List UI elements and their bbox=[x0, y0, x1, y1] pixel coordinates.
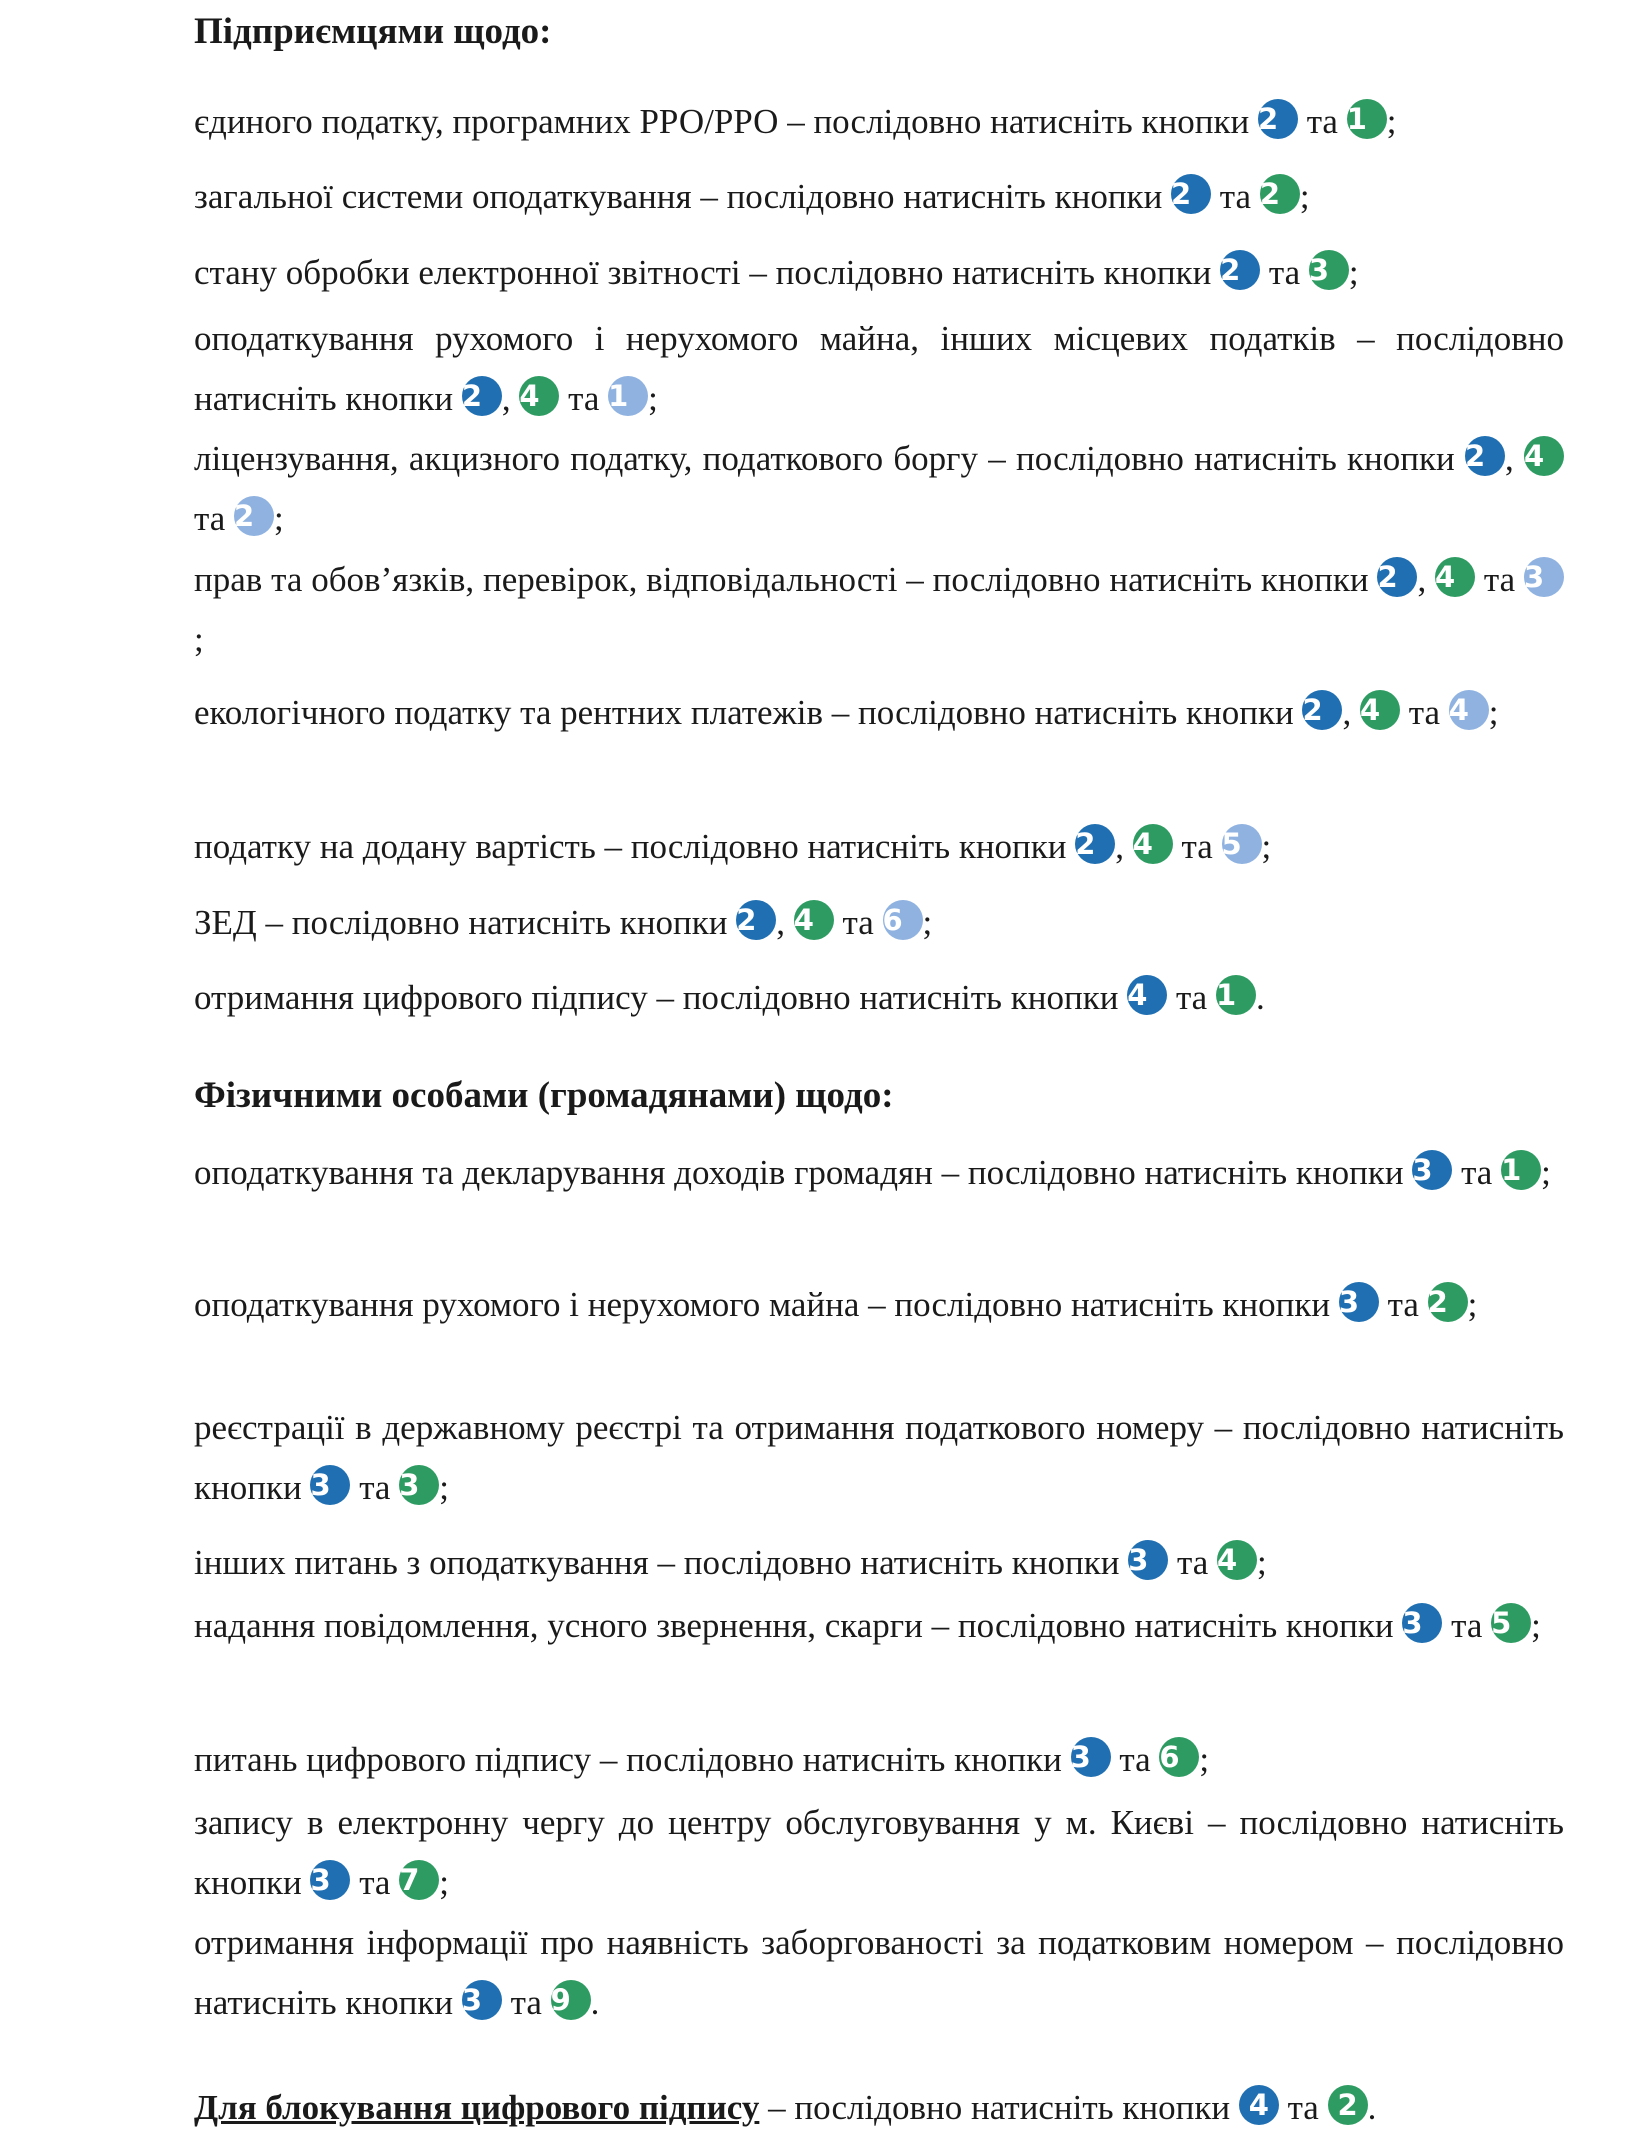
number-badge-icon: 3 bbox=[1309, 250, 1349, 290]
number-badge-icon: 5 bbox=[1491, 1603, 1531, 1643]
item-text: екологічного податку та рентних платежів – послідовно натисніть кнопки bbox=[194, 693, 1294, 732]
item-text: надання повідомлення, усного звернення, скарги – послідовно натисніть кнопки bbox=[194, 1606, 1394, 1645]
item-end-punctuation: ; bbox=[1199, 1740, 1210, 1779]
item-text: оподаткування рухомого і нерухомого майна, інших місцевих податків – послідовно натисніть кнопки bbox=[194, 319, 1564, 418]
item-end-punctuation: ; bbox=[1261, 827, 1272, 866]
number-badge-icon: 3 bbox=[1071, 1737, 1111, 1777]
number-badge-icon: 3 bbox=[1412, 1150, 1452, 1190]
number-badge-icon: 6 bbox=[1159, 1737, 1199, 1777]
number-badge-icon: 2 bbox=[736, 900, 776, 940]
number-badge-icon: 3 bbox=[310, 1860, 350, 1900]
number-badge-icon: 4 bbox=[1127, 975, 1167, 1015]
item-end-punctuation: ; bbox=[648, 379, 658, 418]
number-badge-icon: 7 bbox=[399, 1860, 439, 1900]
list-item: податку на додану вартість – послідовно натисніть кнопки 2 , 4 та 5 ; bbox=[194, 817, 1564, 877]
item-end-punctuation: . bbox=[1255, 978, 1265, 1017]
list-item: інших питань з оподаткування – послідовно натисніть кнопки 3 та 4 ; bbox=[194, 1533, 1564, 1593]
list-item: ЗЕД – послідовно натисніть кнопки 2 , 4 та 6 ; bbox=[194, 893, 1564, 953]
list-item: екологічного податку та рентних платежів – послідовно натисніть кнопки 2 , 4 та 4 ; bbox=[194, 683, 1564, 743]
blocking-title: Для блокування цифрового підпису bbox=[194, 2088, 760, 2127]
item-end-punctuation: ; bbox=[1299, 177, 1310, 216]
number-badge-icon: 4 bbox=[1524, 436, 1564, 476]
number-badge-icon: 2 bbox=[1260, 174, 1300, 214]
list-item: запису в електронну чергу до центру обслуговування у м. Києві – послідовно натисніть кнопки 3 та 7 ; bbox=[194, 1803, 1564, 1902]
number-badge-icon: 4 bbox=[1133, 824, 1173, 864]
number-badge-icon: 2 bbox=[1171, 174, 1211, 214]
number-badge-icon: 2 bbox=[1258, 99, 1298, 139]
list-item: стану обробки електронної звітності – послідовно натисніть кнопки 2 та 3 ; bbox=[194, 243, 1564, 303]
number-badge-icon: 3 bbox=[399, 1465, 439, 1505]
list-item: оподаткування рухомого і нерухомого майна, інших місцевих податків – послідовно натисніть кнопки 2 , 4 та 1 ; bbox=[194, 319, 1564, 418]
number-badge-icon: 4 bbox=[1239, 2085, 1279, 2125]
number-badge-icon: 6 bbox=[883, 900, 923, 940]
item-end-punctuation: ; bbox=[1256, 1543, 1267, 1582]
list-item: оподаткування та декларування доходів громадян – послідовно натисніть кнопки 3 та 1 ; bbox=[194, 1143, 1564, 1203]
number-badge-icon: 4 bbox=[1449, 690, 1489, 730]
number-badge-icon: 2 bbox=[234, 496, 274, 536]
item-end-punctuation: ; bbox=[274, 499, 284, 538]
item-end-punctuation: ; bbox=[1488, 693, 1499, 732]
item-text: інших питань з оподаткування – послідовно натисніть кнопки bbox=[194, 1543, 1120, 1582]
number-badge-icon: 2 bbox=[1220, 250, 1260, 290]
item-text: отримання інформації про наявність заборгованості за податковим номером – послідовно натисніть кнопки bbox=[194, 1923, 1564, 2022]
blocking-line bbox=[194, 2078, 1376, 2138]
number-badge-icon: 2 bbox=[462, 376, 502, 416]
number-badge-icon: 2 bbox=[1302, 690, 1342, 730]
item-text: прав та обов’язків, перевірок, відповідальності – послідовно натисніть кнопки bbox=[194, 560, 1369, 599]
item-end-punctuation: ; bbox=[1531, 1606, 1541, 1645]
number-badge-icon: 3 bbox=[1524, 557, 1564, 597]
list-item: питань цифрового підпису – послідовно натисніть кнопки 3 та 6 ; bbox=[194, 1730, 1564, 1790]
number-badge-icon: 3 bbox=[1339, 1282, 1379, 1322]
list-item: загальної системи оподаткування – послідовно натисніть кнопки 2 та 2 ; bbox=[194, 167, 1564, 227]
item-end-punctuation: ; bbox=[194, 620, 204, 659]
item-end-punctuation: ; bbox=[1386, 102, 1397, 141]
number-badge-icon: 2 bbox=[1328, 2085, 1368, 2125]
blocking-badges: 4 та 2 . bbox=[1230, 2088, 1376, 2127]
item-text: загальної системи оподаткування – послідовно натисніть кнопки bbox=[194, 177, 1163, 216]
heading-entrepreneurs: Підприємцями щодо: bbox=[194, 11, 552, 52]
list-item: оподаткування рухомого і нерухомого майна – послідовно натисніть кнопки 3 та 2 ; bbox=[194, 1275, 1564, 1335]
number-badge-icon: 2 bbox=[1465, 436, 1505, 476]
item-text: запису в електронну чергу до центру обслуговування у м. Києві – послідовно натисніть кнопки bbox=[194, 1803, 1564, 1902]
number-badge-icon: 4 bbox=[794, 900, 834, 940]
blocking-text: – послідовно натисніть кнопки bbox=[759, 2088, 1231, 2127]
item-end-punctuation: . bbox=[590, 1983, 600, 2022]
list-item: прав та обов’язків, перевірок, відповідальності – послідовно натисніть кнопки 2 , 4 та 3; bbox=[194, 550, 1564, 670]
number-badge-icon: 4 bbox=[1217, 1540, 1257, 1580]
item-end-punctuation: ; bbox=[1467, 1285, 1478, 1324]
item-text: питань цифрового підпису – послідовно натисніть кнопки bbox=[194, 1740, 1062, 1779]
item-end-punctuation: ; bbox=[1348, 253, 1359, 292]
number-badge-icon: 4 bbox=[519, 376, 559, 416]
number-badge-icon: 4 bbox=[1360, 690, 1400, 730]
item-text: отримання цифрового підпису – послідовно натисніть кнопки bbox=[194, 978, 1119, 1017]
item-text: оподаткування та декларування доходів громадян – послідовно натисніть кнопки bbox=[194, 1153, 1404, 1192]
number-badge-icon: 2 bbox=[1428, 1282, 1468, 1322]
item-text: стану обробки електронної звітності – послідовно натисніть кнопки bbox=[194, 253, 1212, 292]
list-item: отримання цифрового підпису – послідовно натисніть кнопки 4 та 1 . bbox=[194, 968, 1564, 1028]
item-end-punctuation: ; bbox=[922, 903, 933, 942]
heading-individuals: Фізичними особами (громадянами) щодо: bbox=[194, 1075, 894, 1116]
number-badge-icon: 3 bbox=[462, 1980, 502, 2020]
list-item: отримання інформації про наявність заборгованості за податковим номером – послідовно натисніть кнопки 3 та 9 . bbox=[194, 1923, 1564, 2022]
list-item: єдиного податку, програмних РРО/РРО – послідовно натисніть кнопки 2 та 1 ; bbox=[194, 92, 1564, 152]
number-badge-icon: 1 bbox=[1216, 975, 1256, 1015]
item-end-punctuation: ; bbox=[439, 1468, 449, 1507]
item-end-punctuation: ; bbox=[1541, 1153, 1551, 1192]
list-item: ліцензування, акцизного податку, податкового боргу – послідовно натисніть кнопки 2 , 4 та 2 ; bbox=[194, 429, 1564, 549]
list-item: надання повідомлення, усного звернення, скарги – послідовно натисніть кнопки 3 та 5 ; bbox=[194, 1596, 1564, 1656]
number-badge-icon: 2 bbox=[1377, 557, 1417, 597]
item-text: оподаткування рухомого і нерухомого майна – послідовно натисніть кнопки bbox=[194, 1285, 1331, 1324]
item-text: ліцензування, акцизного податку, податкового боргу – послідовно натисніть кнопки bbox=[194, 439, 1455, 478]
item-text: податку на додану вартість – послідовно натисніть кнопки bbox=[194, 827, 1067, 866]
item-text: єдиного податку, програмних РРО/РРО – послідовно натисніть кнопки bbox=[194, 102, 1250, 141]
number-badge-icon: 3 bbox=[1128, 1540, 1168, 1580]
item-text: ЗЕД – послідовно натисніть кнопки bbox=[194, 903, 728, 942]
list-item: реєстрації в державному реєстрі та отримання податкового номеру – послідовно натисніть кнопки 3 та 3 ; bbox=[194, 1408, 1564, 1507]
number-badge-icon: 9 bbox=[551, 1980, 591, 2020]
number-badge-icon: 5 bbox=[1222, 824, 1262, 864]
number-badge-icon: 1 bbox=[608, 376, 648, 416]
number-badge-icon: 3 bbox=[1402, 1603, 1442, 1643]
number-badge-icon: 1 bbox=[1347, 99, 1387, 139]
number-badge-icon: 1 bbox=[1501, 1150, 1541, 1190]
number-badge-icon: 3 bbox=[310, 1465, 350, 1505]
item-end-punctuation: ; bbox=[439, 1863, 449, 1902]
item-end-punctuation: . bbox=[1367, 2088, 1377, 2127]
number-badge-icon: 2 bbox=[1075, 824, 1115, 864]
number-badge-icon: 4 bbox=[1435, 557, 1475, 597]
item-text: реєстрації в державному реєстрі та отримання податкового номеру – послідовно натисніть кнопки bbox=[194, 1408, 1564, 1507]
